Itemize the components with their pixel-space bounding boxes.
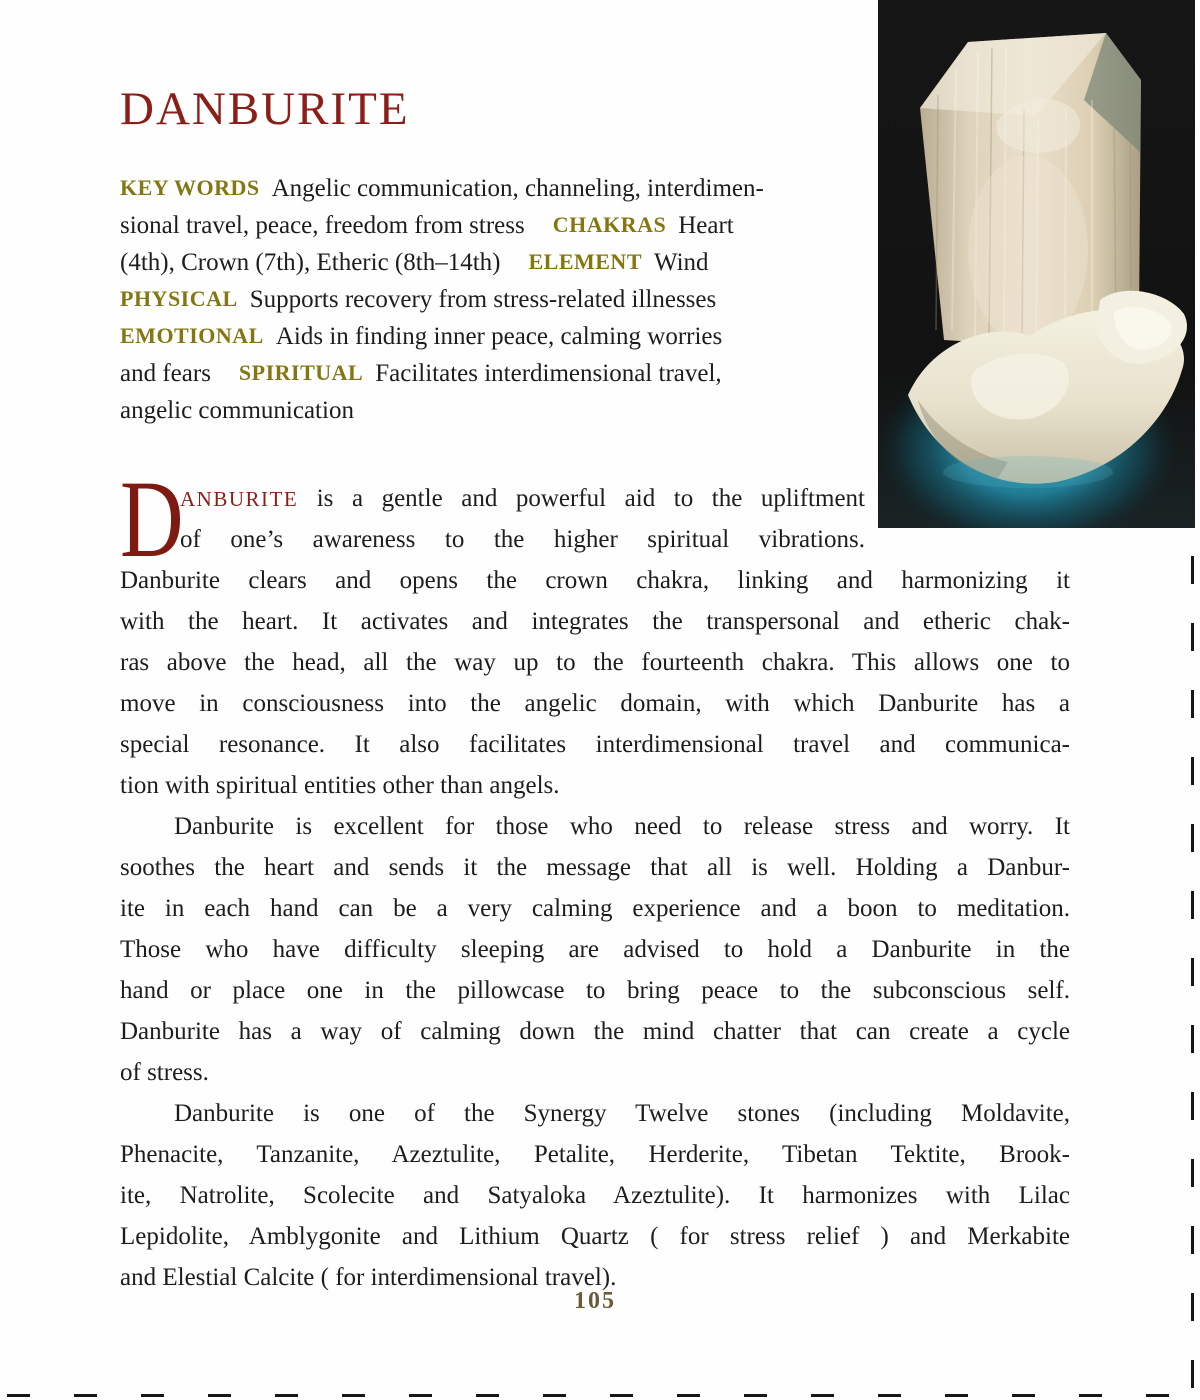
keywords-line [120, 207, 900, 244]
body-line: ras above the head, all the way up to the fourteenth chakra. This allows one to [120, 649, 1070, 676]
keywords-text: angelic communication [120, 397, 354, 424]
scan-edge-marks-right [1191, 556, 1194, 1390]
keywords-block [120, 170, 900, 429]
keyword-label: EMOTIONAL [120, 323, 264, 348]
body-line: tion with spiritual entities other than angels. [120, 772, 560, 799]
body-line: move in consciousness into the angelic domain, with which Danburite has a [120, 690, 1070, 717]
page-number: 105 [574, 1288, 616, 1314]
keywords-text: sional travel, peace, freedom from stress [120, 212, 525, 239]
keyword-label: SPIRITUAL [238, 360, 364, 385]
body-line: soothes the heart and sends it the message that all is well. Holding a Danbur- [120, 854, 1070, 881]
body-line: Lepidolite, Amblygonite and Lithium Quartz ( for stress relief ) and Merkabite [120, 1223, 1070, 1250]
body-line: Danburite is one of the Synergy Twelve stones (including Moldavite, [174, 1100, 1070, 1127]
keyword-label: KEY WORDS [120, 175, 260, 200]
crystal-illustration [878, 0, 1195, 528]
keywords-text: Heart [678, 212, 734, 239]
body-text [120, 458, 1070, 1298]
keywords-line [120, 318, 900, 355]
page-title: DANBURITE [120, 83, 410, 135]
keyword-label: ELEMENT [528, 249, 642, 274]
body-line: of stress. [120, 1059, 209, 1086]
keywords-text: Supports recovery from stress-related illnesses [249, 286, 717, 313]
keywords-line [120, 170, 900, 207]
body-line: hand or place one in the pillowcase to bring peace to the subconscious self. [120, 977, 1070, 1004]
body-line: ite in each hand can be a very calming experience and a boon to meditation. [120, 895, 1070, 922]
keywords-text: Wind [654, 249, 709, 276]
body-line: ANBURITE is a gentle and powerful aid to the upliftment [180, 485, 865, 512]
body-line: Danburite has a way of calming down the mind chatter that can create a cycle [120, 1018, 1070, 1045]
keyword-label: CHAKRAS [552, 212, 667, 237]
body-line: of one’s awareness to the higher spiritual vibrations. [180, 526, 865, 553]
keywords-line [120, 244, 900, 281]
keywords-line [120, 392, 900, 429]
keyword-label: PHYSICAL [120, 286, 238, 311]
keywords-text: (4th), Crown (7th), Etheric (8th–14th) [120, 249, 501, 276]
body-line: ite, Natrolite, Scolecite and Satyaloka Azeztulite). It harmonizes with Lilac [120, 1182, 1070, 1209]
body-line: Danburite is excellent for those who need to release stress and worry. It [174, 813, 1070, 840]
scan-edge-marks-bottom [7, 1394, 1195, 1397]
keywords-line [120, 355, 900, 392]
keywords-text: Facilitates interdimensional travel, [375, 360, 722, 387]
keywords-text: and fears [120, 360, 211, 387]
keywords-line [120, 281, 900, 318]
body-line: Those who have difficulty sleeping are advised to hold a Danburite in the [120, 936, 1070, 963]
body-line: Danburite clears and opens the crown chakra, linking and harmonizing it [120, 567, 1070, 594]
body-line: with the heart. It activates and integrates the transpersonal and etheric chak- [120, 608, 1070, 635]
body-line: and Elestial Calcite ( for interdimensional travel). [120, 1264, 617, 1291]
danburite-crystal-photo [878, 0, 1195, 528]
keywords-text: Aids in finding inner peace, calming worries [275, 323, 723, 350]
keywords-text: Angelic communication, channeling, interdimen- [271, 175, 764, 202]
lead-small-caps: ANBURITE [180, 487, 299, 511]
drop-cap-letter: D [120, 458, 184, 580]
body-line: special resonance. It also facilitates interdimensional travel and communica- [120, 731, 1070, 758]
body-line: Phenacite, Tanzanite, Azeztulite, Petalite, Herderite, Tibetan Tektite, Brook- [120, 1141, 1070, 1168]
